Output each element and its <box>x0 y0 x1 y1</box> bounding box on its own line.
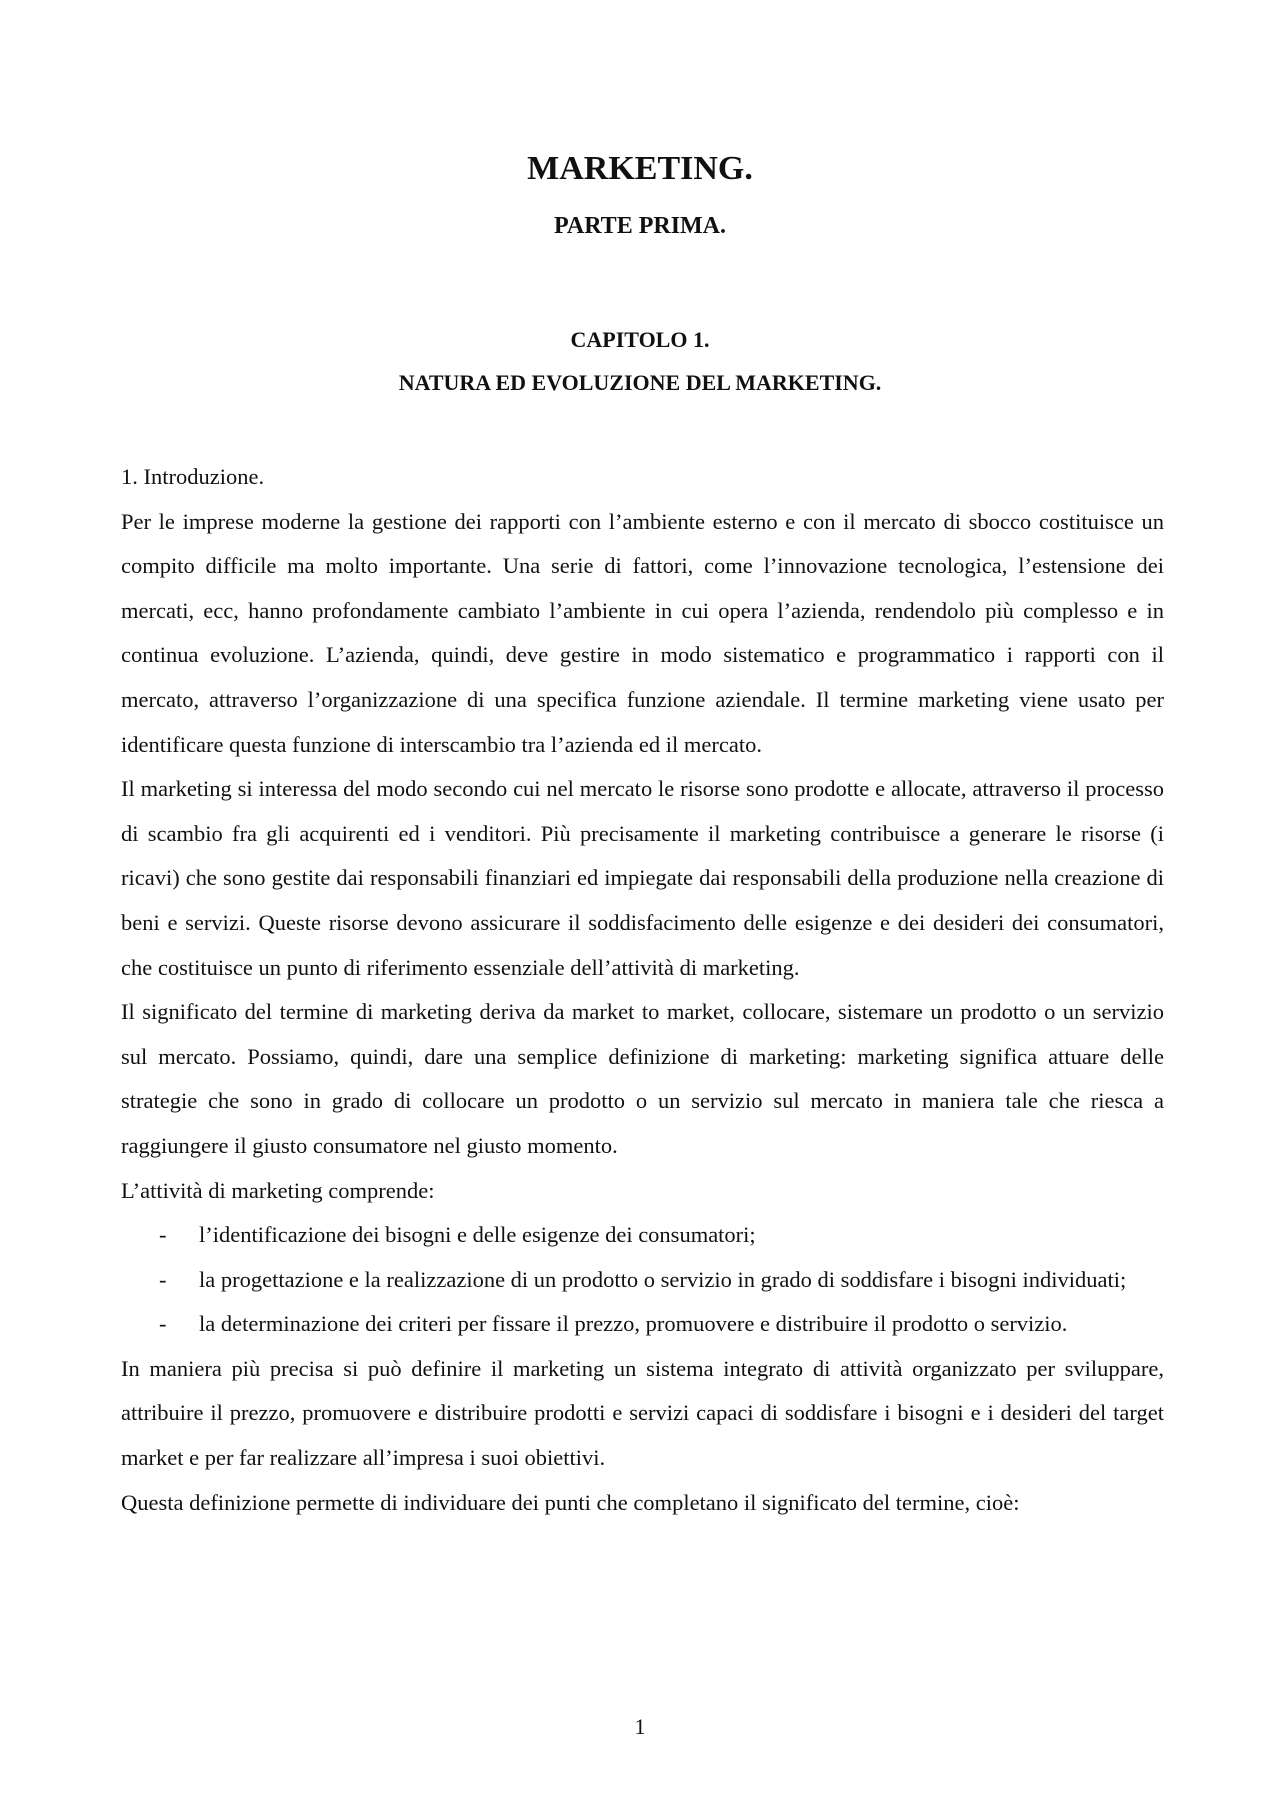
dash-bullet: - <box>159 1311 167 1337</box>
body-text <box>121 455 1164 1525</box>
paragraph-4: In maniera più precisa si può definire il marketing un sistema integrato di attività organizzato per sviluppare, attribuire il prezzo, promuovere e distribuire prodotti e servizi capaci di soddisfare i bisogni e i desideri del target market e per far realizzare all’impresa i suoi obiettivi. <box>121 1355 1164 1471</box>
paragraph-2: Il marketing si interessa del modo secondo cui nel mercato le risorse sono prodotte e allocate, attraverso il processo di scambio fra gli acquirenti ed i venditori. Più precisamente il marketing contribuisce a generare le risorse (i ricavi) che sono gestite dai responsabili finanziari ed impiegate dai responsabili della produzione nella creazione di beni e servizi. Queste risorse devono assicurare il soddisfacimento delle esigenze e dei desideri dei consumatori, che costituisce un punto di riferimento essenziale dell’attività di marketing. <box>121 776 1164 980</box>
section-heading: 1. Introduzione. <box>121 464 265 489</box>
list-item <box>121 1258 1164 1303</box>
paragraph-3: Il significato del termine di marketing deriva da market to market, collocare, sistemare un prodotto o un servizio sul mercato. Possiamo, quindi, dare una semplice definizione di marketing: marketing significa attuare delle strategie che sono in grado di collocare un prodotto o un servizio sul mercato in maniera tale che riesca a raggiungere il giusto consumatore nel giusto momento. <box>121 999 1164 1158</box>
activity-list <box>121 1213 1164 1347</box>
list-item-text: l’identificazione dei bisogni e delle esigenze dei consumatori; <box>199 1222 756 1248</box>
paragraph-1: Per le imprese moderne la gestione dei rapporti con l’ambiente esterno e con il mercato di sbocco costituisce un compito difficile ma molto importante. Una serie di fattori, come l’innovazione tecnologica, l’estensione dei mercati, ecc, hanno profondamente cambiato l’ambiente in cui opera l’azienda, rendendolo più complesso e in continua evoluzione. L’azienda, quindi, deve gestire in modo sistematico e programmatico i rapporti con il mercato, attraverso l’organizzazione di una specifica funzione aziendale. Il termine marketing viene usato per identificare questa funzione di interscambio tra l’azienda ed il mercato. <box>121 508 1164 757</box>
dash-bullet: - <box>159 1266 167 1292</box>
page-number: 1 <box>634 1714 646 1739</box>
dash-bullet: - <box>159 1222 167 1248</box>
list-item-text: la determinazione dei criteri per fissare il prezzo, promuovere e distribuire il prodotto o servizio. <box>199 1311 1068 1337</box>
list-intro: L’attività di marketing comprende: <box>121 1177 435 1203</box>
list-item <box>121 1302 1164 1347</box>
chapter-number: CAPITOLO 1. <box>570 327 710 352</box>
list-item <box>121 1213 1164 1258</box>
chapter-title: NATURA ED EVOLUZIONE DEL MARKETING. <box>398 370 882 395</box>
document-title: MARKETING. <box>527 150 753 187</box>
list-item-text: la progettazione e la realizzazione di un prodotto o servizio in grado di soddisfare i bisogni individuati; <box>199 1266 1127 1292</box>
part-title: PARTE PRIMA. <box>553 213 727 239</box>
paragraph-5: Questa definizione permette di individuare dei punti che completano il significato del termine, cioè: <box>121 1489 1020 1515</box>
